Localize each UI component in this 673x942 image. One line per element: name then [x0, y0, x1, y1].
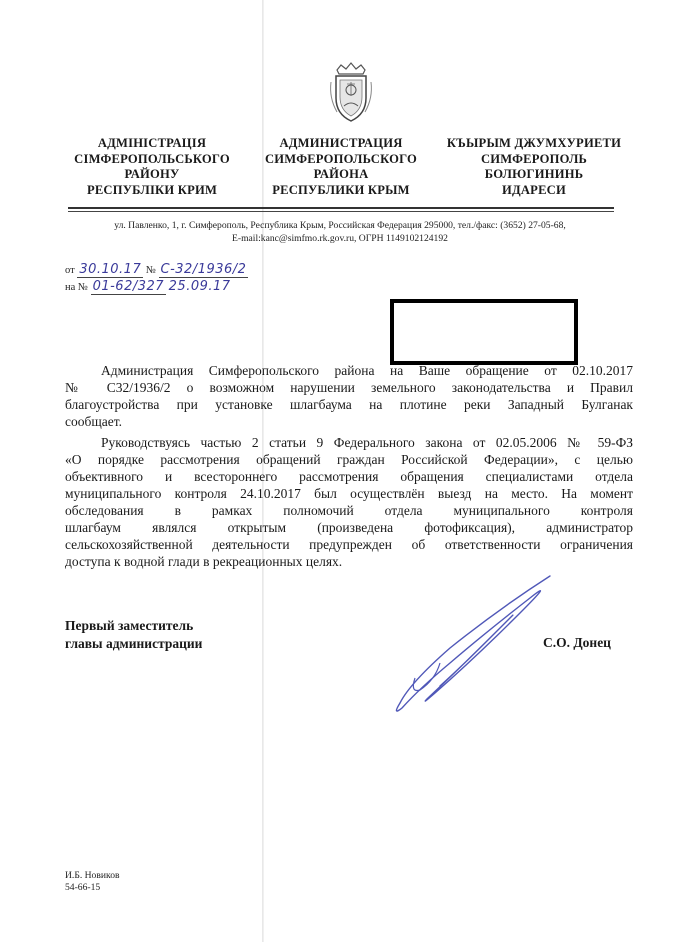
from-date: 30.10.17	[79, 262, 142, 277]
body-line: «О порядке рассмотрения обращений граждан Российской Федерации», с целью	[65, 452, 633, 467]
number-prefix: №	[145, 265, 156, 276]
redacted-recipient-box	[390, 299, 578, 365]
body-line: доступа к водной глади в рекреационных целях.	[65, 554, 343, 569]
header-line: ИДАРЕСИ	[502, 182, 566, 197]
header-line: РЕСПУБЛИКИ КРЫМ	[272, 182, 410, 197]
signatory-title-line: главы администрации	[65, 636, 203, 651]
body-line: сообщает.	[65, 414, 122, 429]
body-line: № С32/1936/2 о возможном нарушении земельного законодательства и Правил	[65, 380, 633, 395]
header-line: БОЛЮГИНИНЬ	[484, 167, 584, 182]
executor-phone: 54-66-15	[65, 882, 101, 893]
header-line: АДМИНИСТРАЦИЯ	[279, 136, 403, 150]
header-russian	[241, 136, 441, 198]
body-line: шлагбаум являлся открытым (произведена фотофиксация), администратор	[65, 520, 633, 535]
body-line: обследования в рамках полномочий отдела муниципального контроля	[65, 503, 633, 518]
header-divider-thick	[68, 207, 614, 209]
incoming-reference	[65, 279, 231, 295]
contact-info	[60, 219, 620, 245]
header-line: РАЙОНУ	[124, 167, 180, 182]
paragraph-1	[65, 362, 633, 430]
to-date: 25.09.17	[168, 279, 231, 294]
contact-address: ул. Павленко, 1, г. Симферополь, Республика Крым, Российская Федерация 295000, тел./факс: (3652) 27-05-68,	[114, 220, 566, 231]
body-line: благоустройства при установке шлагбаума на плотине реки Западный Булганак	[65, 397, 633, 412]
header-line: КЪЫРЫМ ДЖУМХУРИЕТИ	[446, 136, 622, 150]
header-ukrainian	[52, 136, 252, 198]
body-line: объективного и всестороннего рассмотрения обращения специалистами отдела	[65, 469, 633, 484]
body-line: сельскохозяйственной деятельности предупрежден об ответственности ограничения	[65, 537, 633, 552]
body-line: муниципального контроля 24.10.2017 был осуществлён выезд на место. На момент	[65, 486, 633, 501]
header-line: СІМФЕРОПОЛЬСЬКОГО	[74, 151, 230, 166]
header-line: РЕСПУБЛІКИ КРИМ	[86, 182, 218, 197]
signatory-title	[65, 617, 202, 653]
executor-name: И.Б. Новиков	[65, 870, 120, 881]
letter-body	[65, 362, 633, 570]
outgoing-reference	[65, 262, 248, 278]
body-line: Руководствуясь частью 2 статьи 9 Федерального закона от 02.05.2006 № 59-ФЗ	[101, 435, 633, 450]
header-line: СИМФЕРОПОЛЬ	[480, 151, 588, 166]
executor-info	[65, 870, 120, 894]
signatory-title-line: Первый заместитель	[65, 618, 194, 633]
signatory-name: С.О. Донец	[543, 635, 611, 650]
from-prefix: от	[65, 265, 75, 276]
crimea-coat-of-arms-icon	[327, 62, 375, 124]
contact-email: E-mail:kanc@simfmo.rk.gov.ru, ОГРН 1149102124192	[232, 233, 448, 244]
header-line: СИМФЕРОПОЛЬСКОГО	[264, 151, 417, 166]
header-crimean-tatar	[434, 136, 634, 198]
header-line: РАЙОНА	[313, 167, 369, 182]
to-number: 01-62/327	[92, 279, 165, 294]
header-line: АДМІНІСТРАЦІЯ	[97, 136, 207, 150]
header-divider-thin	[68, 211, 614, 212]
paragraph-2	[65, 434, 633, 570]
to-prefix: на №	[65, 282, 88, 293]
body-line: Администрация Симферопольского района на Ваше обращение от 02.10.2017	[101, 363, 633, 378]
from-number: С-32/1936/2	[160, 262, 247, 277]
